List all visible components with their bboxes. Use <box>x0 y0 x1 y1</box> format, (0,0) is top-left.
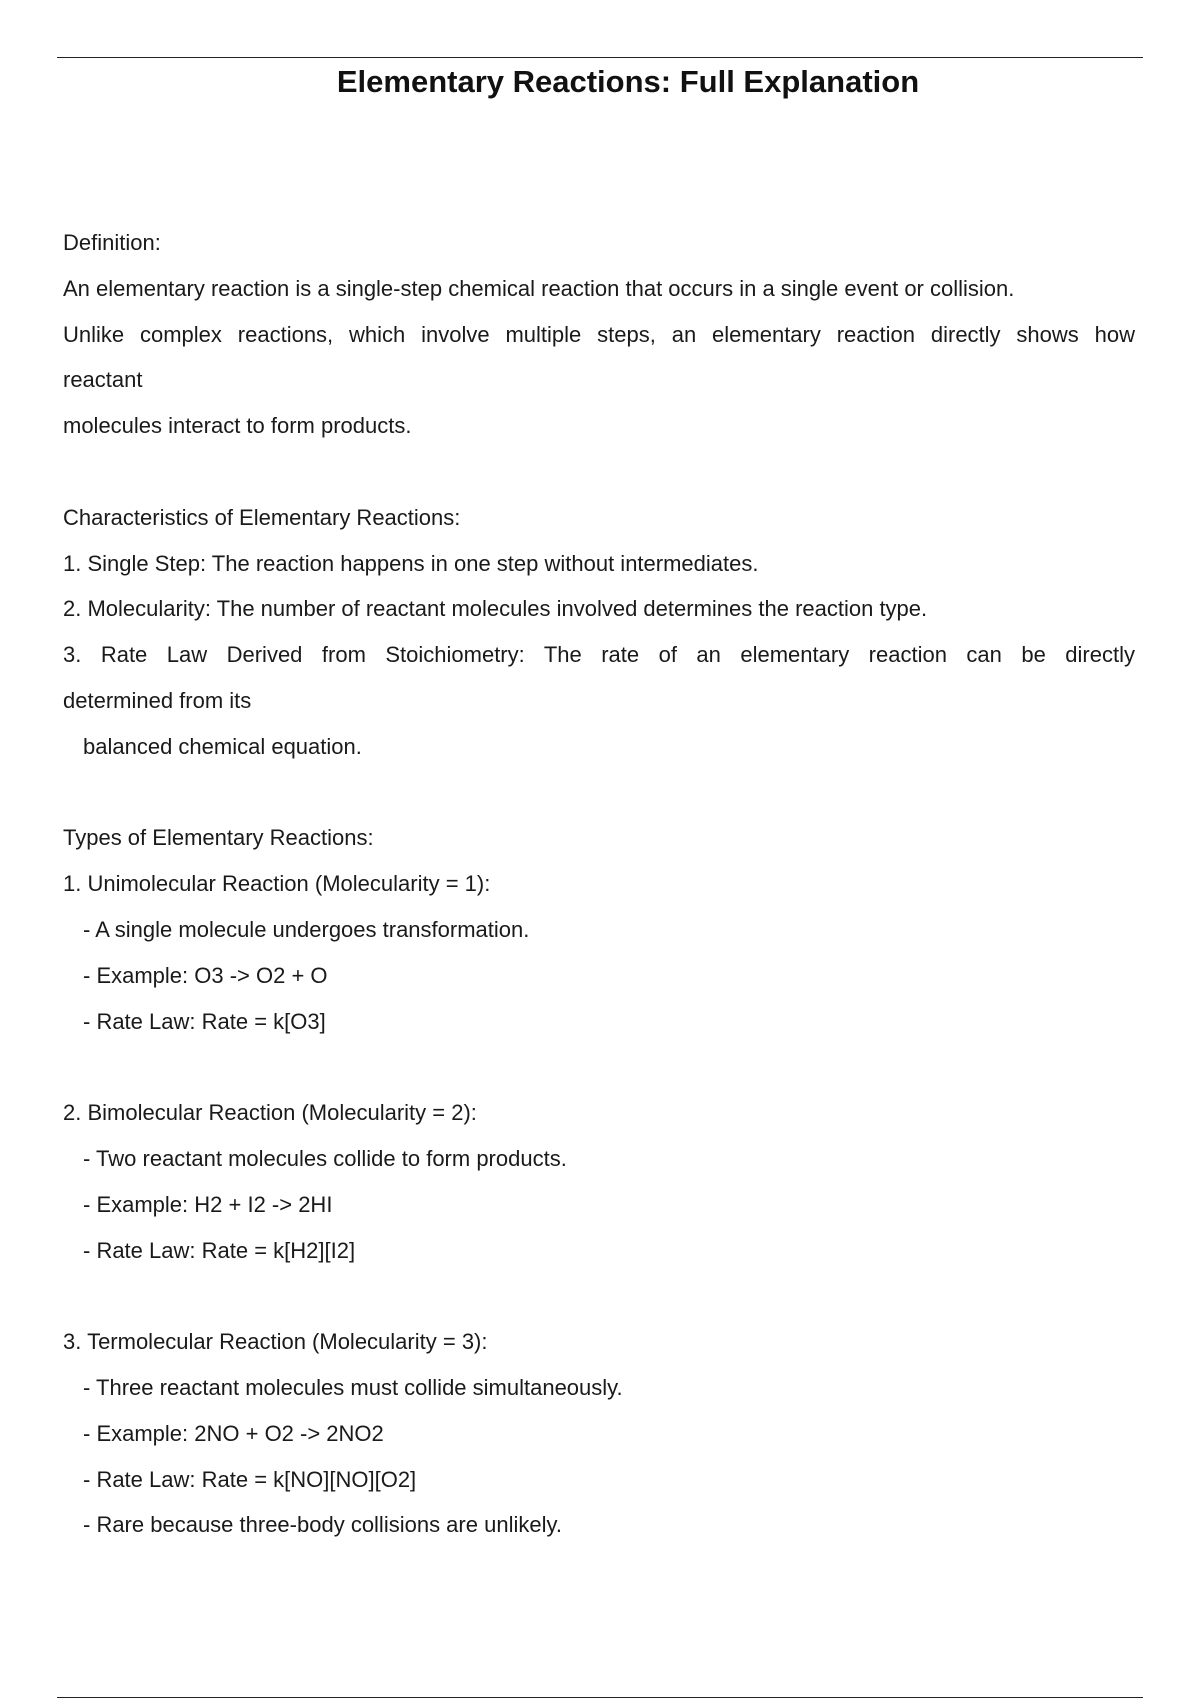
definition-line-2: Unlike complex reactions, which involve multiple steps, an elementary reaction directly shows how <box>63 321 1135 347</box>
bimolecular-example: - Example: H2 + I2 -> 2HI <box>83 1191 333 1217</box>
characteristic-item-3-line-3: balanced chemical equation. <box>83 733 362 759</box>
termolecular-note: - Rare because three-body collisions are unlikely. <box>83 1512 562 1538</box>
characteristics-heading: Characteristics of Elementary Reactions: <box>63 504 461 530</box>
characteristic-item-3-line-2: determined from its <box>63 687 252 713</box>
spacer <box>63 449 1135 495</box>
unimolecular-heading: 1. Unimolecular Reaction (Molecularity = 1): <box>63 871 491 897</box>
spacer <box>63 1273 1135 1319</box>
unimolecular-description: - A single molecule undergoes transformation. <box>83 916 530 942</box>
characteristic-item-2: 2. Molecularity: The number of reactant molecules involved determines the reaction type. <box>63 596 928 622</box>
unimolecular-example: - Example: O3 -> O2 + O <box>83 962 328 988</box>
page-title: Elementary Reactions: Full Explanation <box>336 64 920 99</box>
termolecular-example: - Example: 2NO + O2 -> 2NO2 <box>83 1420 384 1446</box>
bottom-rule <box>57 1697 1143 1698</box>
definition-line-3: reactant <box>63 367 143 393</box>
termolecular-rate-law: - Rate Law: Rate = k[NO][NO][O2] <box>83 1466 417 1492</box>
definition-line-1: An elementary reaction is a single-step chemical reaction that occurs in a single event or collision. <box>63 275 1015 301</box>
document-body <box>63 220 1135 1548</box>
top-rule <box>57 57 1143 58</box>
unimolecular-rate-law: - Rate Law: Rate = k[O3] <box>83 1008 326 1034</box>
bimolecular-heading: 2. Bimolecular Reaction (Molecularity = 2): <box>63 1100 477 1126</box>
types-heading: Types of Elementary Reactions: <box>63 825 374 851</box>
spacer <box>63 1044 1135 1090</box>
termolecular-description: - Three reactant molecules must collide simultaneously. <box>83 1374 623 1400</box>
termolecular-heading: 3. Termolecular Reaction (Molecularity = 3): <box>63 1329 488 1355</box>
definition-line-4: molecules interact to form products. <box>63 413 412 439</box>
bimolecular-description: - Two reactant molecules collide to form products. <box>83 1145 567 1171</box>
bimolecular-rate-law: - Rate Law: Rate = k[H2][I2] <box>83 1237 356 1263</box>
spacer <box>63 770 1135 816</box>
definition-heading: Definition: <box>63 230 161 255</box>
characteristic-item-3-line-1: 3. Rate Law Derived from Stoichiometry: The rate of an elementary reaction can be directly <box>63 642 1135 668</box>
characteristic-item-1: 1. Single Step: The reaction happens in one step without intermediates. <box>63 550 759 576</box>
